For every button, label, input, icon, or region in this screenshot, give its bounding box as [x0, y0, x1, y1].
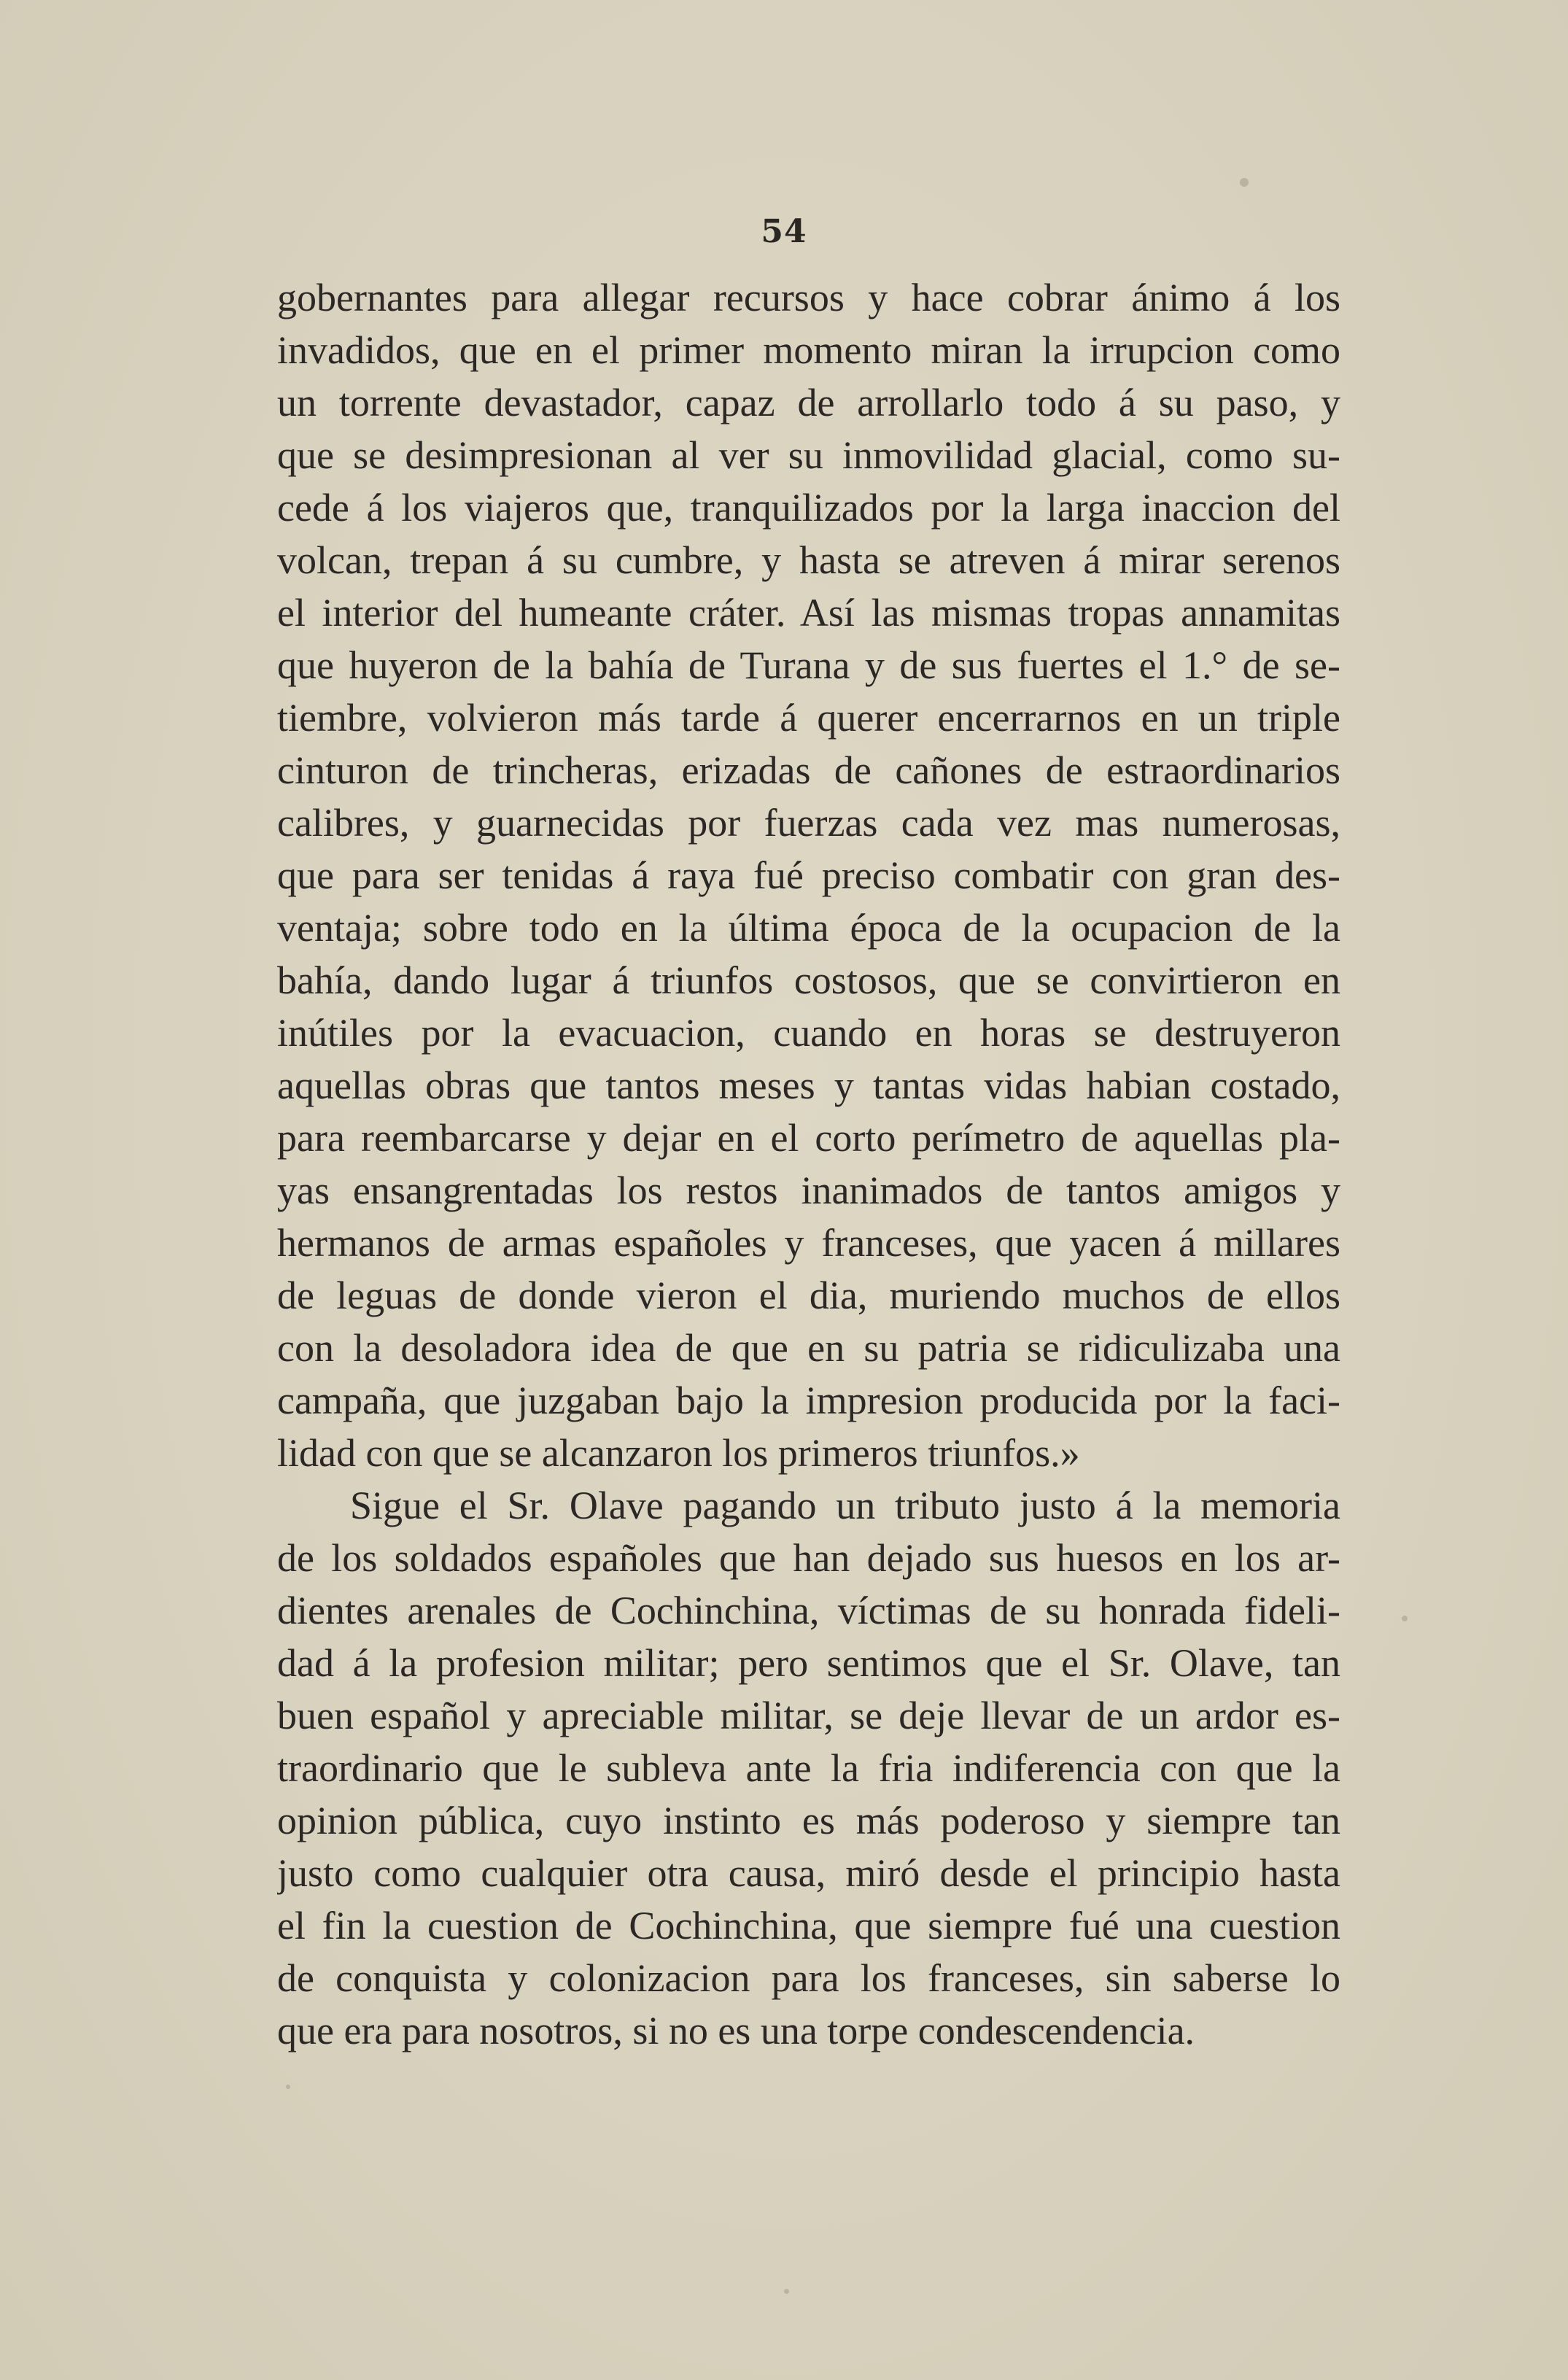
text-line: invadidos, que en el primer momento miran la irrupcion como [277, 328, 1340, 372]
paragraph [277, 1479, 1340, 2057]
text-line: yas ensangrentadas los restos inanimados de tantos amigos y [277, 1168, 1340, 1212]
text-line: ventaja; sobre todo en la última época de la ocupacion de la [277, 906, 1340, 950]
text-line: para reembarcarse y dejar en el corto perímetro de aquellas pla- [277, 1116, 1340, 1160]
text-line: dad á la profesion militar; pero sentimos que el Sr. Olave, tan [277, 1641, 1340, 1685]
text-line: de leguas de donde vieron el dia, muriendo muchos de ellos [277, 1274, 1340, 1317]
paper-speck [286, 2085, 290, 2089]
text-line: Sigue el Sr. Olave pagando un tributo justo á la memoria [350, 1484, 1340, 1527]
text-line: cede á los viajeros que, tranquilizados por la larga inaccion del [277, 486, 1340, 530]
text-line: bahía, dando lugar á triunfos costosos, que se convirtieron en [277, 958, 1340, 1002]
page-number: 54 [761, 213, 807, 250]
text-line: que para ser tenidas á raya fué preciso combatir con gran des- [277, 853, 1340, 897]
text-line: cinturon de trincheras, erizadas de cañones de estraordinarios [277, 748, 1340, 792]
text-line: un torrente devastador, capaz de arrollarlo todo á su paso, y [277, 381, 1340, 425]
text-line: lidad con que se alcanzaron los primeros triunfos.» [277, 1431, 1080, 1475]
paragraph [277, 271, 1340, 1479]
text-line: que se desimpresionan al ver su inmovilidad glacial, como su- [277, 433, 1340, 477]
text-line: volcan, trepan á su cumbre, y hasta se atreven á mirar serenos [277, 538, 1340, 582]
paper-speck [1240, 178, 1249, 187]
text-line: aquellas obras que tantos meses y tantas vidas habian costado, [277, 1063, 1340, 1107]
text-line: que era para nosotros, si no es una torpe condescendencia. [277, 2009, 1195, 2053]
text-line: el fin la cuestion de Cochinchina, que siempre fué una cuestion [277, 1904, 1340, 1947]
paper-speck [784, 2289, 789, 2294]
text-line: que huyeron de la bahía de Turana y de sus fuertes el 1.° de se- [277, 643, 1340, 687]
body-text [277, 271, 1340, 2057]
text-line: de conquista y colonizacion para los franceses, sin saberse lo [277, 1956, 1340, 2000]
text-line: traordinario que le subleva ante la fria indiferencia con que la [277, 1746, 1340, 1790]
text-line: con la desoladora idea de que en su patria se ridiculizaba una [277, 1326, 1340, 1370]
text-line: campaña, que juzgaban bajo la impresion producida por la faci- [277, 1379, 1340, 1422]
text-line: tiembre, volvieron más tarde á querer encerrarnos en un triple [277, 696, 1340, 740]
text-line: hermanos de armas españoles y franceses, que yacen á millares [277, 1221, 1340, 1265]
text-line: el interior del humeante cráter. Así las mismas tropas annamitas [277, 591, 1340, 635]
text-line: calibres, y guarnecidas por fuerzas cada vez mas numerosas, [277, 801, 1340, 845]
text-line: gobernantes para allegar recursos y hace cobrar ánimo á los [277, 276, 1340, 319]
text-line: dientes arenales de Cochinchina, víctimas de su honrada fideli- [277, 1589, 1340, 1632]
text-line: opinion pública, cuyo instinto es más poderoso y siempre tan [277, 1799, 1340, 1842]
text-line: de los soldados españoles que han dejado sus huesos en los ar- [277, 1536, 1340, 1580]
text-line: inútiles por la evacuacion, cuando en horas se destruyeron [277, 1011, 1340, 1055]
paper-speck [1402, 1616, 1408, 1621]
text-line: buen español y apreciable militar, se deje llevar de un ardor es- [277, 1694, 1340, 1737]
text-line: justo como cualquier otra causa, miró desde el principio hasta [277, 1851, 1340, 1895]
